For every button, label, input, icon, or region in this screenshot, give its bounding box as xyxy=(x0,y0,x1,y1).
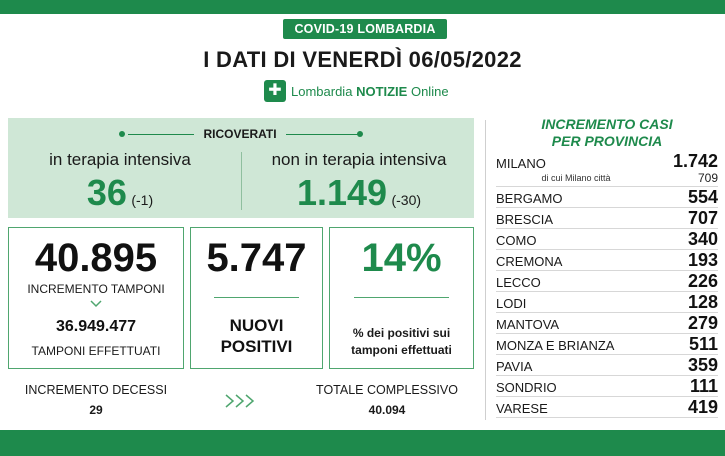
province-divider xyxy=(485,120,486,420)
intensive-label: in terapia intensiva xyxy=(49,150,191,169)
milano-city-value: 709 xyxy=(697,171,718,185)
province-name: LODI xyxy=(496,296,527,311)
province-name: BRESCIA xyxy=(496,212,554,227)
province-value: 279 xyxy=(687,313,718,333)
tamponi-total-label: TAMPONI EFFETTUATI xyxy=(31,344,161,358)
table-row xyxy=(496,397,718,418)
positivi-label-1: NUOVI xyxy=(229,316,284,335)
province-name: SONDRIO xyxy=(496,380,557,395)
percent-value: 14% xyxy=(361,236,442,280)
logo-word-online: Online xyxy=(410,83,449,99)
lombardia-cross-icon: ✚ xyxy=(264,80,286,102)
province-name: MONZA E BRIANZA xyxy=(496,338,615,353)
positivi-label-2: POSITIVI xyxy=(220,337,293,356)
decessi-label: INCREMENTO DECESSI xyxy=(24,383,168,397)
table-row xyxy=(496,355,718,376)
non-intensive-label: non in terapia intensiva xyxy=(271,150,447,169)
province-row-milano xyxy=(496,152,718,187)
table-row xyxy=(496,250,718,271)
ricoverati-title: RICOVERATI xyxy=(203,127,277,141)
totale-label: TOTALE COMPLESSIVO xyxy=(316,383,458,397)
top-bar xyxy=(0,0,725,14)
table-row xyxy=(496,292,718,313)
province-title-2: PER PROVINCIA xyxy=(551,133,663,149)
province-rows xyxy=(496,187,718,418)
non-intensive-delta: (-30) xyxy=(391,192,422,208)
tamponi-total-value: 36.949.477 xyxy=(55,318,137,335)
intensive-value: 36 xyxy=(86,172,127,213)
province-name: PAVIA xyxy=(496,359,533,374)
province-title-1: INCREMENTO CASI xyxy=(541,116,673,132)
positivi-rule xyxy=(214,297,299,298)
totale-value: 40.094 xyxy=(368,403,406,417)
province-value: 359 xyxy=(687,355,718,375)
logo-word-lombardia: Lombardia xyxy=(291,83,353,99)
header-badge: COVID-19 LOMBARDIA xyxy=(283,19,447,39)
decessi-value: 29 xyxy=(89,403,103,417)
tamponi-label: INCREMENTO TAMPONI xyxy=(27,282,165,296)
intensive-delta: (-1) xyxy=(131,192,154,208)
table-row xyxy=(496,313,718,334)
province-name: BERGAMO xyxy=(496,191,563,206)
province-value: 340 xyxy=(687,229,718,249)
divider-line xyxy=(286,134,358,135)
province-name: VARESE xyxy=(496,401,548,416)
province-name: MANTOVA xyxy=(496,317,560,332)
table-row xyxy=(496,271,718,292)
logo xyxy=(264,80,449,102)
triple-chevron-right-icon xyxy=(224,392,264,410)
province-value: 111 xyxy=(689,376,718,396)
table-row xyxy=(496,229,718,250)
bottom-bar xyxy=(0,430,725,456)
percent-label-2: tamponi effettuati xyxy=(351,343,452,357)
province-value: 419 xyxy=(687,397,718,417)
logo-word-notizie: NOTIZIE xyxy=(356,83,408,99)
province-name: MILANO xyxy=(496,156,546,171)
intensive-stat xyxy=(20,172,220,214)
table-row xyxy=(496,376,718,397)
province-value: 554 xyxy=(687,187,718,207)
logo-text xyxy=(291,84,449,99)
province-value: 511 xyxy=(688,334,718,354)
positivi-value: 5.747 xyxy=(206,236,307,280)
province-value: 707 xyxy=(687,208,718,228)
chevron-down-icon xyxy=(89,296,103,308)
province-name: CREMONA xyxy=(496,254,563,269)
province-value: 226 xyxy=(687,271,718,291)
non-intensive-stat xyxy=(250,172,468,214)
table-row xyxy=(496,334,718,355)
page-title: I DATI DI VENERDÌ 06/05/2022 xyxy=(203,47,522,72)
table-row xyxy=(496,187,718,208)
table-row xyxy=(496,208,718,229)
province-value: 193 xyxy=(687,250,718,270)
tamponi-value: 40.895 xyxy=(34,236,158,280)
divider-line xyxy=(128,134,194,135)
province-name: LECCO xyxy=(496,275,541,290)
province-value: 1.742 xyxy=(672,151,718,171)
province-title xyxy=(496,116,718,150)
dot-right xyxy=(357,131,363,137)
milano-city-label: di cui Milano città xyxy=(541,173,611,183)
percent-rule xyxy=(354,297,449,298)
non-intensive-value: 1.149 xyxy=(296,172,388,213)
dot-left xyxy=(119,131,125,137)
province-list xyxy=(496,152,718,418)
province-name: COMO xyxy=(496,233,537,248)
province-value: 128 xyxy=(687,292,718,312)
ricoverati-divider xyxy=(241,152,242,210)
percent-label-1: % dei positivi sui xyxy=(352,326,451,340)
